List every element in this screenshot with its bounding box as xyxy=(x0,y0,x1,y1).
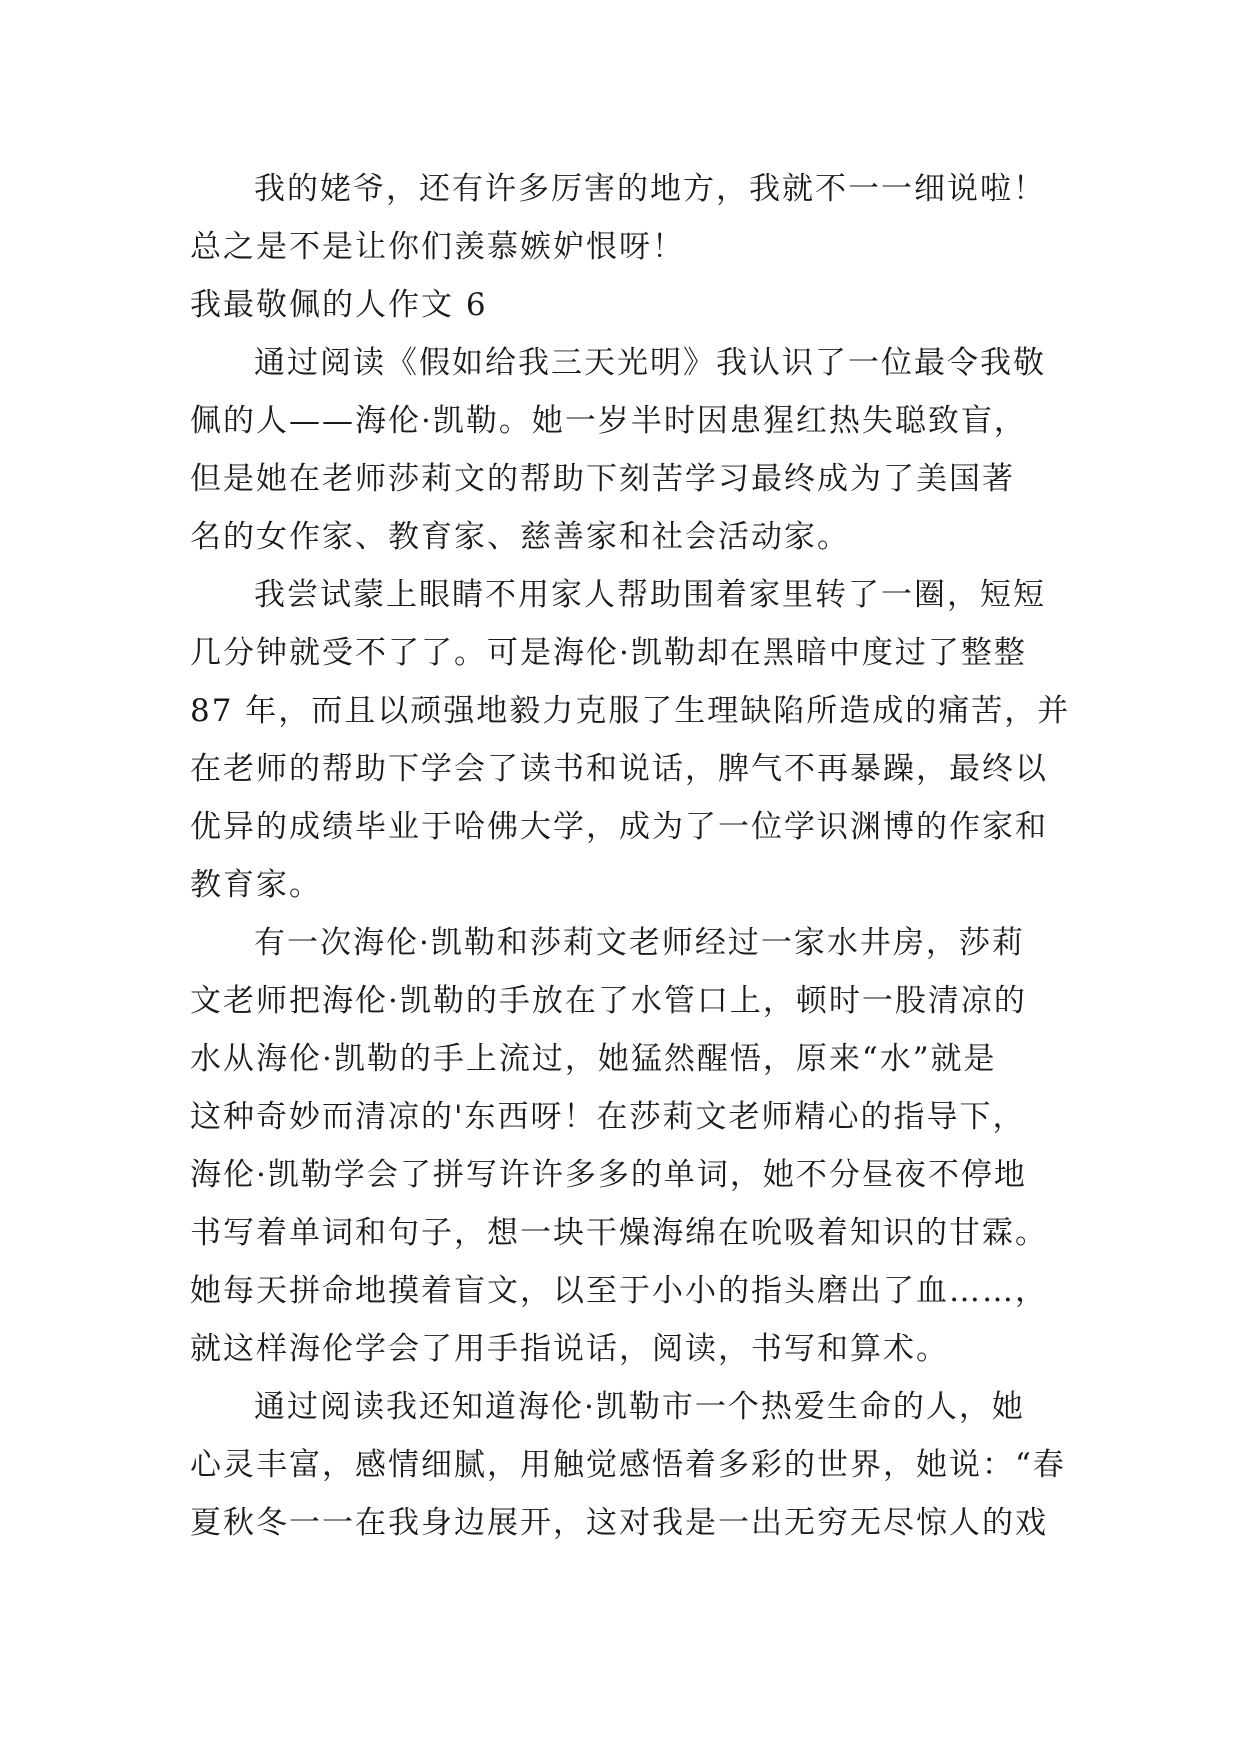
text-line: 有一次海伦·凯勒和莎莉文老师经过一家水井房，莎莉 xyxy=(254,925,1025,961)
text-line: 优异的成绩毕业于哈佛大学，成为了一位学识渊博的作家和 xyxy=(190,809,1048,845)
text-line: 书写着单词和句子，想一块干燥海绵在吮吸着知识的甘霖。 xyxy=(190,1215,1048,1251)
text-line: 总之是不是让你们羡慕嫉妒恨呀！ xyxy=(190,229,685,265)
text-line: 教育家。 xyxy=(190,867,322,903)
text-line: 心灵丰富，感情细腻，用触觉感悟着多彩的世界，她说：“春 xyxy=(190,1447,1066,1483)
text-line: 夏秋冬一一在我身边展开，这对我是一出无穷无尽惊人的戏 xyxy=(190,1505,1048,1541)
essay-text xyxy=(190,160,1071,1552)
essay-title: 我最敬佩的人作文 6 xyxy=(190,287,488,323)
text-line: 在老师的帮助下学会了读书和说话，脾气不再暴躁，最终以 xyxy=(190,751,1048,787)
text-line: 我的姥爷，还有许多厉害的地方，我就不一一细说啦！ xyxy=(254,171,1046,207)
text-line: 水从海伦·凯勒的手上流过，她猛然醒悟，原来“水”就是 xyxy=(190,1041,997,1077)
text-line: 就这样海伦学会了用手指说话，阅读，书写和算术。 xyxy=(190,1331,949,1367)
text-line: 这种奇妙而清凉的'东西呀！在莎莉文老师精心的指导下， xyxy=(190,1099,1026,1135)
text-line: 通过阅读《假如给我三天光明》我认识了一位最令我敬 xyxy=(254,345,1046,381)
text-line: 我尝试蒙上眼睛不用家人帮助围着家里转了一圈，短短 xyxy=(254,577,1046,613)
text-line: 她每天拼命地摸着盲文，以至于小小的指头磨出了血……， xyxy=(190,1273,1048,1309)
text-line: 但是她在老师莎莉文的帮助下刻苦学习最终成为了美国著 xyxy=(190,461,1015,497)
text-line: 87 年，而且以顽强地毅力克服了生理缺陷所造成的痛苦，并 xyxy=(190,693,1071,729)
text-line: 文老师把海伦·凯勒的手放在了水管口上，顿时一股清凉的 xyxy=(190,983,1027,1019)
text-line: 佩的人——海伦·凯勒。她一岁半时因患猩红热失聪致盲， xyxy=(190,403,1027,439)
text-line: 几分钟就受不了了。可是海伦·凯勒却在黑暗中度过了整整 xyxy=(190,635,1027,671)
text-line: 名的女作家、教育家、慈善家和社会活动家。 xyxy=(190,519,850,555)
text-line: 海伦·凯勒学会了拼写许许多多的单词，她不分昼夜不停地 xyxy=(190,1157,1027,1193)
text-line: 通过阅读我还知道海伦·凯勒市一个热爱生命的人，她 xyxy=(254,1389,1025,1425)
